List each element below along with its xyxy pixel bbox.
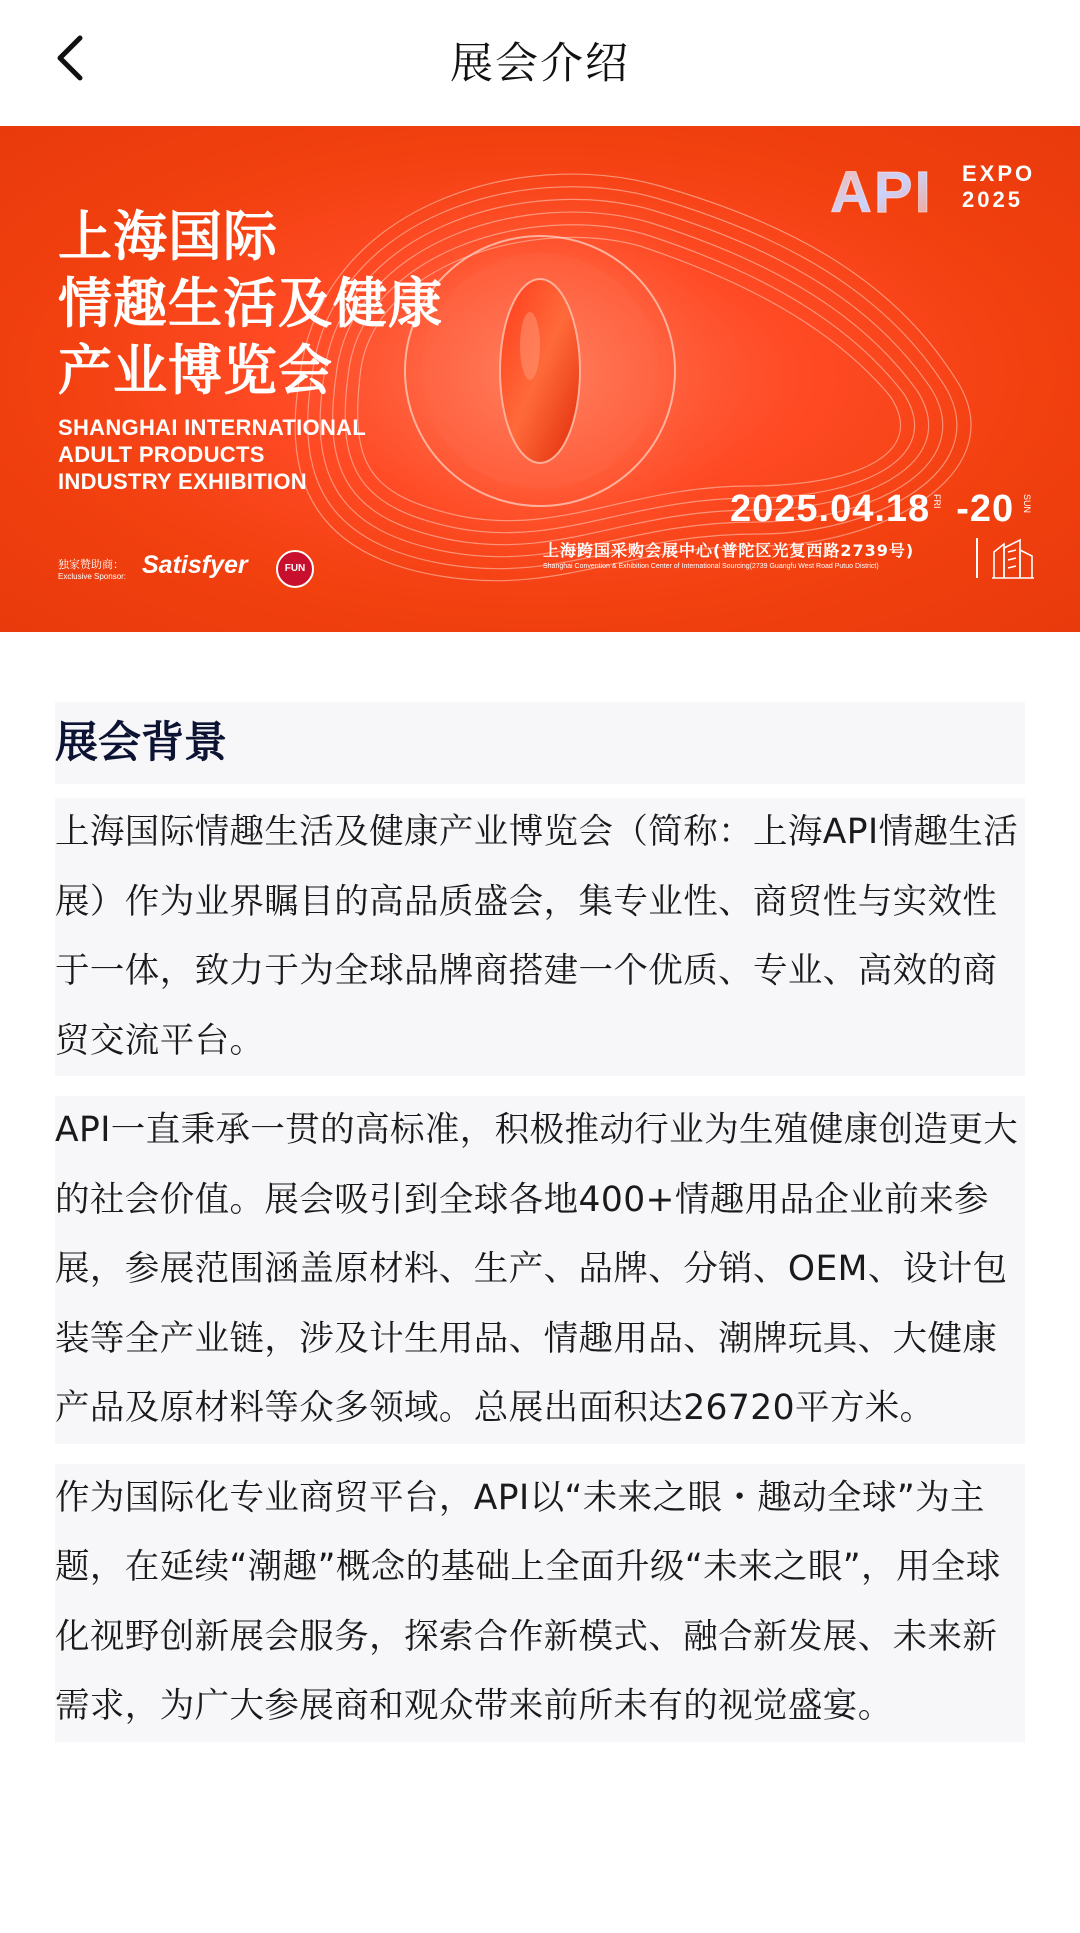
intro-paragraph-3: 作为国际化专业商贸平台，API以“未来之眼・趣动全球”为主题，在延续“潮趣”概念的基础上全面升级“未来之眼”，用全球化视野创新展会服务，探索合作新模式、融合新发展、未来新需求，为广大参展商和观众带来前所未有的视觉盛宴。: [55, 1464, 1025, 1742]
sponsor-label-cn: 独家赞助商：: [58, 558, 124, 571]
expo-day-start: FRI: [932, 494, 942, 509]
fun-badge-logo: FUN: [276, 550, 314, 588]
banner-title-cn-line1: 上海国际: [58, 205, 278, 268]
expo-day-end: SUN: [1022, 494, 1032, 514]
sponsor-label-en: Exclusive Sponsor:: [58, 572, 127, 581]
expo-word: EXPO: [962, 161, 1036, 186]
expo-date-start: 2025.04.18: [730, 488, 931, 530]
venue-divider: [976, 538, 978, 578]
intro-paragraph-1: 上海国际情趣生活及健康产业博览会（简称：上海API情趣生活展）作为业界瞩目的高品质盛会，集专业性、商贸性与实效性于一体，致力于为全球品牌商搭建一个优质、专业、高效的商贸交流平台。: [55, 798, 1025, 1076]
expo-banner[interactable]: [0, 126, 1080, 632]
expo-date-end: -20: [956, 488, 1015, 530]
nav-bar: [0, 0, 1080, 126]
expo-intro-content: [55, 702, 1025, 1762]
banner-title-cn-line3: 产业博览会: [58, 339, 333, 402]
banner-title-en-line3: INDUSTRY EXHIBITION: [58, 469, 307, 494]
banner-title-cn-line2: 情趣生活及健康: [58, 272, 443, 335]
section-title: 展会背景: [55, 702, 1025, 784]
venue-building-icon: [990, 536, 1036, 582]
expo-date: [730, 488, 1014, 531]
api-logo-text: API: [830, 160, 933, 225]
venue-en: Shanghai Convention & Exhibition Center of International Sourcing(2739 Guangfu West Road Putuo District): [543, 563, 879, 570]
expo-year: 2025: [962, 187, 1023, 212]
intro-paragraph-2: API一直秉承一贯的高标准，积极推动行业为生殖健康创造更大的社会价值。展会吸引到全球各地400+情趣用品企业前来参展，参展范围涵盖原材料、生产、品牌、分销、OEM、设计包装等全产业链，涉及计生用品、情趣用品、潮牌玩具、大健康产品及原材料等众多领域。总展出面积达26720平方米。: [55, 1096, 1025, 1444]
banner-title-en-line2: ADULT PRODUCTS: [58, 442, 265, 467]
page-title: 展会介绍: [450, 39, 630, 89]
banner-title-en-line1: SHANGHAI INTERNATIONAL: [58, 415, 367, 440]
sponsor-logo: Satisfyer: [142, 551, 248, 579]
venue-cn: 上海跨国采购会展中心(普陀区光复西路2739号): [543, 541, 915, 560]
